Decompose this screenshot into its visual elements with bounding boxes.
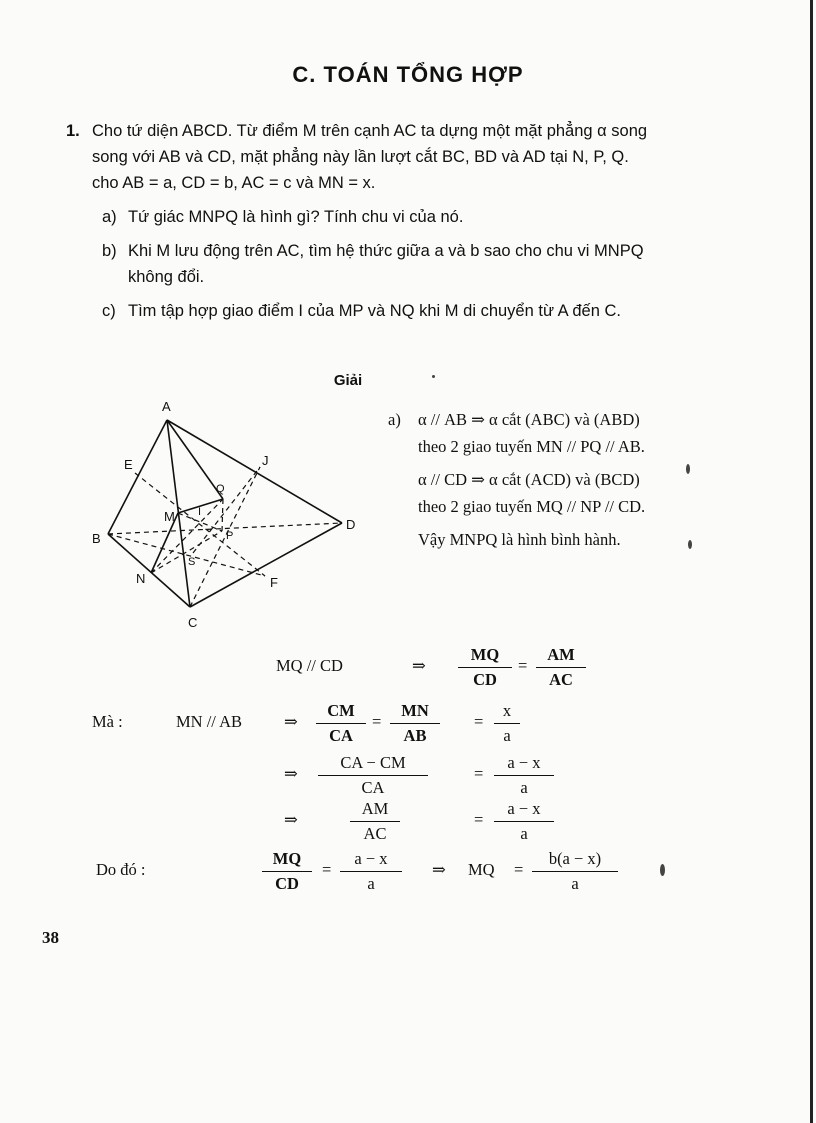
math-equals: =	[372, 712, 382, 731]
label-J: J	[262, 453, 269, 468]
segment-EF	[135, 473, 265, 576]
edge-BD	[108, 523, 342, 534]
question-b	[102, 238, 656, 290]
edge-AB	[108, 420, 167, 534]
label-P: P	[226, 530, 234, 542]
fraction-denominator: AC	[549, 670, 573, 689]
page-number: 38	[42, 928, 59, 947]
math-equals: =	[474, 810, 484, 829]
math-text: MQ // CD	[276, 656, 343, 675]
fraction-numerator: CM	[316, 701, 366, 724]
scan-speck	[660, 864, 665, 876]
math-fraction	[494, 701, 520, 746]
fraction-denominator: CD	[275, 874, 299, 893]
fraction-denominator: a	[520, 778, 528, 797]
math-fraction	[494, 753, 554, 798]
math-arrow: ⇒	[412, 656, 426, 675]
fraction-denominator: a	[503, 726, 511, 745]
label-N: N	[136, 571, 146, 586]
label-S: S	[188, 556, 196, 568]
label-I: I	[198, 506, 202, 518]
question-label: c)	[102, 302, 116, 320]
fraction-numerator: AM	[536, 645, 586, 668]
math-fraction	[318, 753, 428, 798]
fraction-numerator: MQ	[458, 645, 512, 668]
fraction-denominator: a	[520, 824, 528, 843]
fraction-denominator: CD	[473, 670, 497, 689]
segment-NP	[151, 531, 222, 573]
math-equals: =	[514, 860, 524, 879]
fraction-numerator: b(a − x)	[532, 849, 618, 872]
section-title: C. TOÁN TỔNG HỢP	[292, 62, 524, 87]
fraction-numerator: x	[494, 701, 520, 724]
solution-line: α // CD ⇒ α cắt (ACD) và (BCD) theo 2 giao tuyến MQ // NP // CD.	[418, 470, 646, 516]
scan-speck	[432, 375, 435, 378]
fraction-denominator: a	[367, 874, 375, 893]
label-E: E	[124, 457, 133, 472]
label-D: D	[346, 517, 356, 532]
question-c	[102, 298, 656, 324]
fraction-denominator: a	[571, 874, 579, 893]
math-fraction	[458, 645, 512, 690]
label-Q: Q	[216, 483, 225, 495]
math-fraction	[390, 701, 440, 746]
fraction-numerator: CA − CM	[318, 753, 428, 776]
math-fraction	[340, 849, 402, 894]
math-fraction	[532, 849, 618, 894]
label-A: A	[162, 399, 171, 414]
solution-line: α // AB ⇒ α cắt (ABC) và (ABD) theo 2 giao tuyến MN // PQ // AB.	[418, 410, 645, 456]
math-fraction	[262, 849, 312, 894]
question-text: Tứ giác MNPQ là hình gì? Tính chu vi của nó.	[128, 208, 464, 226]
label-M: M	[164, 509, 175, 524]
math-equals: =	[518, 656, 528, 675]
scan-speck	[686, 464, 690, 474]
math-prefix: Do đó :	[96, 860, 146, 879]
math-arrow: ⇒	[432, 860, 446, 879]
fraction-numerator: MQ	[262, 849, 312, 872]
math-arrow: ⇒	[284, 810, 298, 829]
fraction-denominator: CA	[361, 778, 385, 797]
math-equals: =	[322, 860, 332, 879]
math-fraction	[494, 799, 554, 844]
solution-heading: Giải	[333, 372, 363, 389]
fraction-denominator: AC	[363, 824, 387, 843]
problem-number: 1.	[66, 122, 80, 140]
math-fraction	[536, 645, 586, 690]
math-prefix: Mà :	[92, 712, 123, 731]
question-label: b)	[102, 242, 117, 260]
label-C: C	[188, 615, 198, 630]
math-arrow: ⇒	[284, 764, 298, 783]
math-equals: =	[474, 712, 484, 731]
question-text: Khi M lưu động trên AC, tìm hệ thức giữa a và b sao cho chu vi MNPQ không đổi.	[128, 242, 644, 286]
fraction-numerator: a − x	[494, 799, 554, 822]
problem-1	[66, 118, 656, 324]
fraction-denominator: AB	[403, 726, 427, 745]
math-text: MN // AB	[176, 712, 243, 731]
part-a-label: a)	[388, 410, 401, 429]
math-text: MQ	[468, 860, 495, 879]
fraction-numerator: a − x	[340, 849, 402, 872]
edge-CD	[190, 523, 342, 607]
tetrahedron-figure	[90, 395, 370, 635]
question-a	[102, 204, 656, 230]
math-fraction	[350, 799, 400, 844]
math-arrow: ⇒	[284, 712, 298, 731]
question-label: a)	[102, 208, 117, 226]
question-text: Tìm tập hợp giao điểm I của MP và NQ khi M di chuyển từ A đến C.	[128, 302, 621, 320]
scan-edge-line	[810, 0, 813, 1123]
solution-line: Vậy MNPQ là hình bình hành.	[418, 530, 621, 549]
fraction-numerator: a − x	[494, 753, 554, 776]
fraction-numerator: MN	[390, 701, 440, 724]
label-B: B	[92, 531, 101, 546]
fraction-denominator: CA	[329, 726, 353, 745]
segment-CJ	[190, 467, 260, 607]
math-fraction	[316, 701, 366, 746]
scan-speck	[688, 540, 692, 549]
problem-statement: Cho tứ diện ABCD. Từ điểm M trên cạnh AC ta dựng một mặt phẳng α song song với AB và CD, mặt phẳng này lần lượt cắt BC, BD và AD tại N, P, Q. cho AB = a, CD = b, AC = c và MN = x.	[92, 122, 648, 192]
label-F: F	[270, 575, 278, 590]
solution-part-a	[388, 406, 648, 559]
math-equals: =	[474, 764, 484, 783]
fraction-numerator: AM	[350, 799, 400, 822]
